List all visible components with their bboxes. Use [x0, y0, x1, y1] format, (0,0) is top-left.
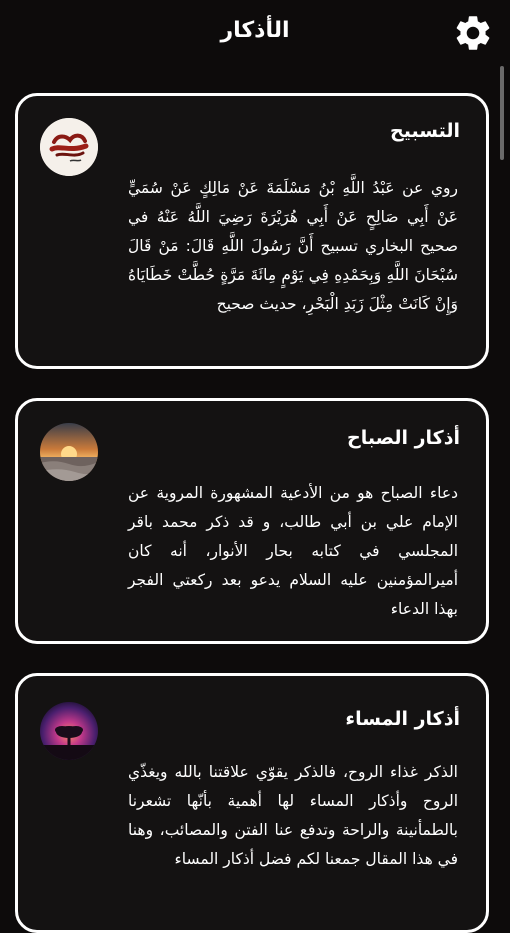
gear-icon — [452, 12, 494, 54]
card-description: دعاء الصباح هو من الأدعية المشهورة المروية عن الإمام علي بن أبي طالب، و قد ذكر محمد باقر المجلسي في كتابه بحار الأنوار، أنه كان أميرالمؤمنين عليه السلام يدعو بعد ركعتي الفجر بهذا الدعاء — [128, 484, 458, 618]
card-description: الذكر غذاء الروح، فالذكر يقوّي علاقتنا بالله ويغذّي الروح وأذكار المساء لها أهمية بأنّها تشعرنا بالطمأنينة والراحة وتدفع عنا الفتن والمصائب، وهنا في هذا المقال جمعنا لكم فضل أذكار المساء — [128, 763, 458, 868]
app-bar — [0, 0, 510, 72]
tasbeeh-calligraphy-icon — [40, 118, 98, 176]
page-title: الأذكار — [220, 18, 290, 43]
card-title: أذكار الصباح — [347, 427, 460, 449]
evening-tree-thumbnail — [40, 702, 98, 760]
card-title: التسبيح — [390, 120, 460, 142]
sunrise-icon — [40, 423, 98, 481]
scrollbar[interactable] — [500, 66, 504, 160]
tasbeeh-calligraphy-thumbnail — [40, 118, 98, 176]
card-description: روي عن عَبْدُ اللَّهِ بْنُ مَسْلَمَةَ عَنْ مَالِكٍ عَنْ سُمَيٍّ عَنْ أَبِي صَالِحٍ عَنْ أَبِي هُرَيْرَةَ رَضِيَ اللَّهُ عَنْهُ في صحيح البخاري تسبيح أَنَّ رَسُولَ اللَّهِ قَالَ: مَنْ قَالَ سُبْحَانَ اللَّهِ وَبِحَمْدِهِ فِي يَوْمٍ مِائَةَ مَرَّةٍ حُطَّتْ خَطَايَاهُ وَإِنْ كَانَتْ مِثْلَ زَبَدِ الْبَحْرِ، حديث صحيح — [128, 179, 458, 313]
card-tasbeeh[interactable] — [15, 93, 489, 369]
sunrise-thumbnail — [40, 423, 98, 481]
evening-tree-icon — [40, 702, 98, 760]
card-morning-azkar[interactable] — [15, 398, 489, 644]
card-evening-azkar[interactable] — [15, 673, 489, 933]
settings-button[interactable] — [452, 12, 494, 54]
card-title: أذكار المساء — [345, 708, 460, 730]
